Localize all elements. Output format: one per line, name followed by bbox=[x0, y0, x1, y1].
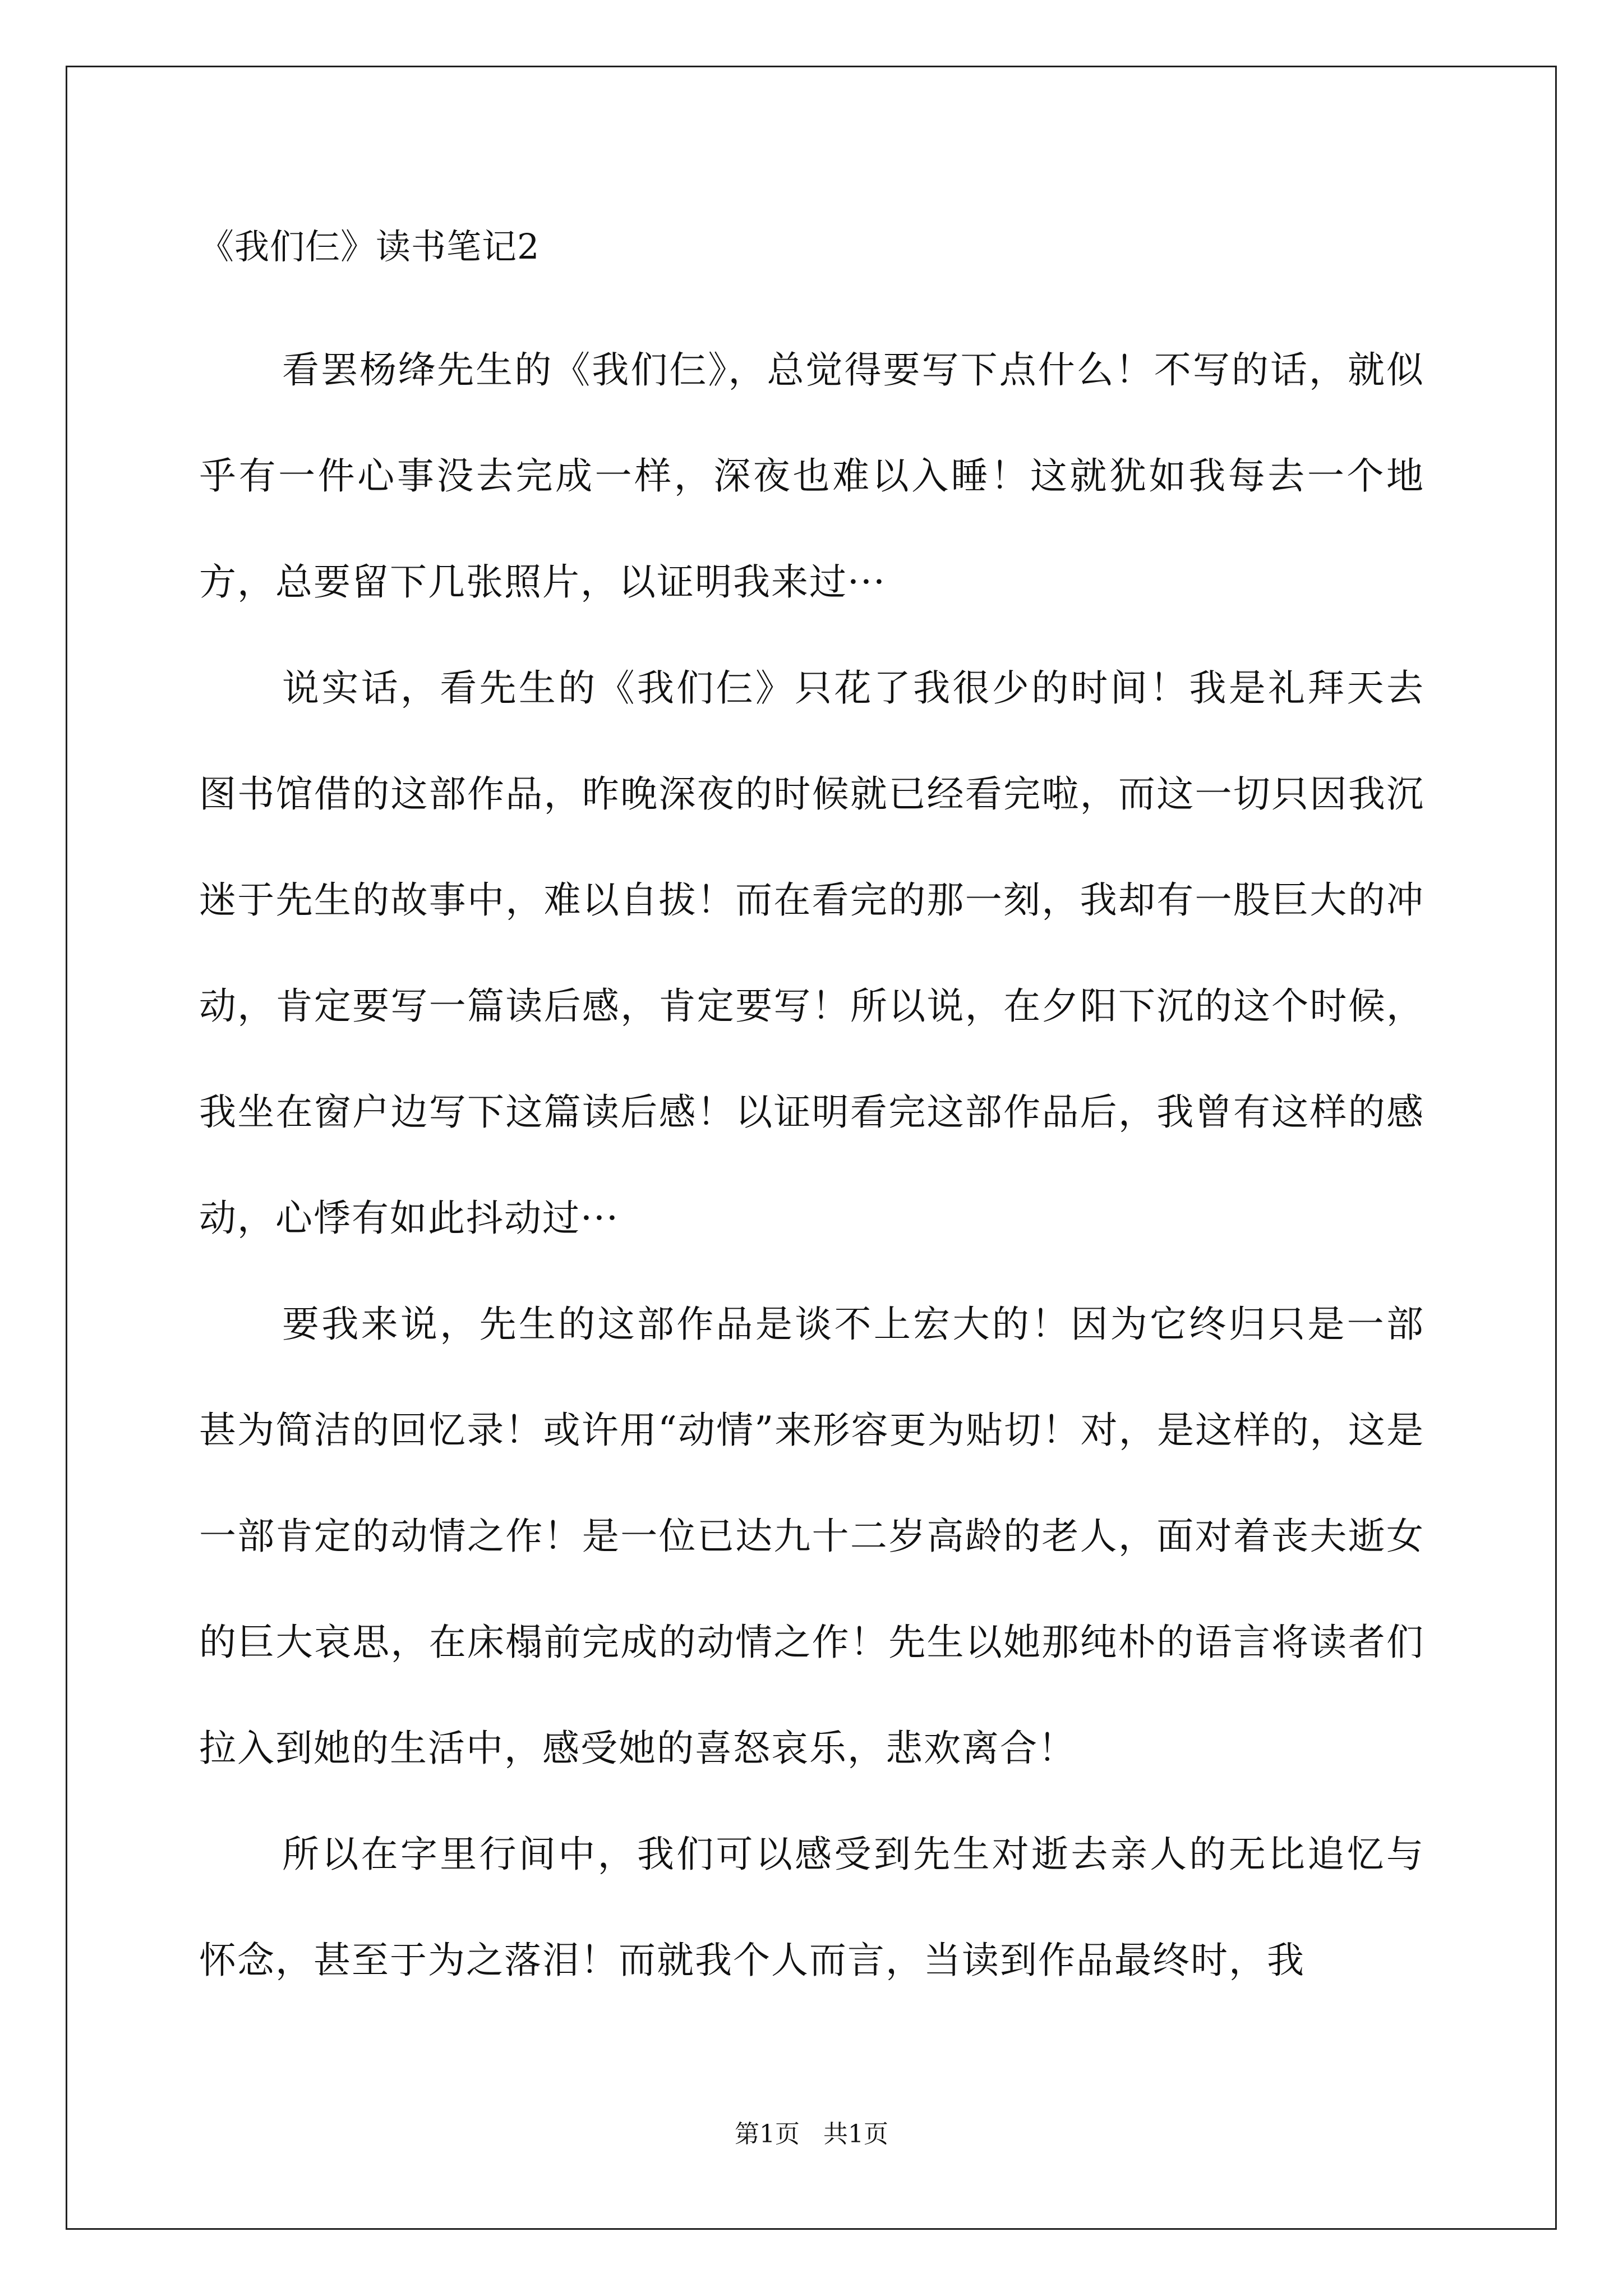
paragraph: 看罢杨绛先生的《我们仨》，总觉得要写下点什么！不写的话，就似乎有一件心事没去完成一样，深夜也难以入睡！这就犹如我每去一个地方，总要留下几张照片，以证明我来过··· bbox=[199, 348, 1424, 604]
page-number-footer: 第1页 共1页 bbox=[735, 2120, 888, 2148]
paragraph: 说实话，看先生的《我们仨》只花了我很少的时间！我是礼拜天去图书馆借的这部作品，昨晚深夜的时候就已经看完啦，而这一切只因我沉迷于先生的故事中，难以自拔！而在看完的那一刻，我却有一股巨大的冲动，肯定要写一篇读后感，肯定要写！所以说，在夕阳下沉的这个时候，我坐在窗户边写下这篇读后感！以证明看完这部作品后，我曾有这样的感动，心悸有如此抖动过··· bbox=[199, 666, 1424, 1240]
document-title: 《我们仨》读书笔记2 bbox=[199, 226, 540, 267]
paragraph: 要我来说，先生的这部作品是谈不上宏大的！因为它终归只是一部甚为简洁的回忆录！或许用“动情”来形容更为贴切！对，是这样的，这是一部肯定的动情之作！是一位已达九十二岁高龄的老人，面对着丧夫逝女的巨大哀思，在床榻前完成的动情之作！先生以她那纯朴的语言将读者们拉入到她的生活中，感受她的喜怒哀乐，悲欢离合！ bbox=[199, 1303, 1424, 1770]
paragraph: 所以在字里行间中，我们可以感受到先生对逝去亲人的无比追忆与怀念，甚至于为之落泪！而就我个人而言，当读到作品最终时，我 bbox=[199, 1833, 1424, 1982]
document-body bbox=[199, 317, 1424, 2013]
